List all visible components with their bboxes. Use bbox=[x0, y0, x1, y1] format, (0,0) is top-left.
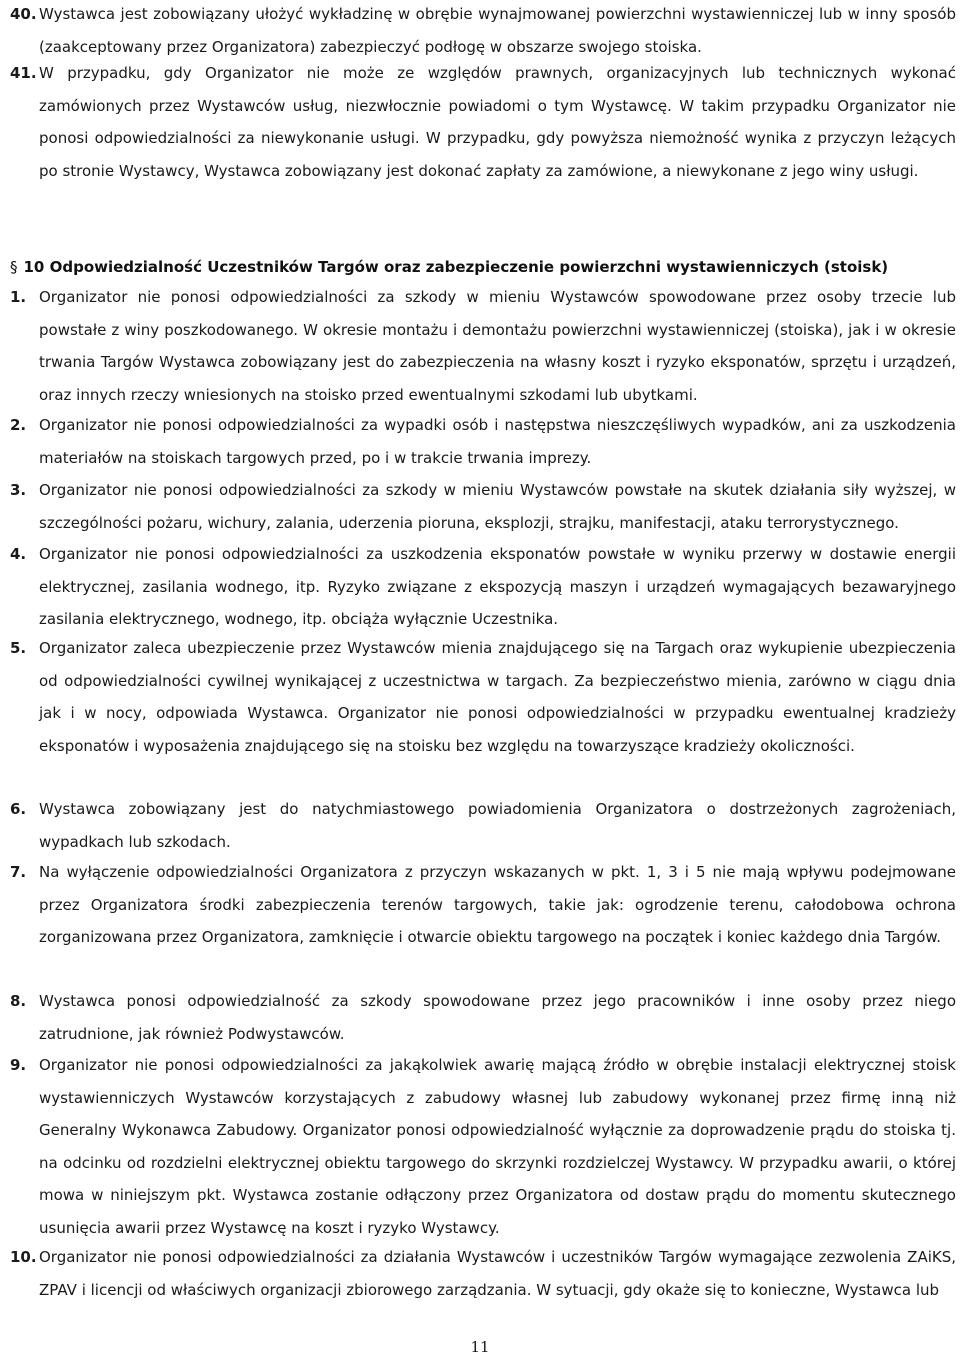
section-title: 10 Odpowiedzialność Uczestników Targów oraz zabezpieczenie powierzchni wystawienniczych (stoisk) bbox=[23, 258, 889, 276]
section-heading bbox=[10, 251, 956, 283]
list-item-2 bbox=[10, 409, 956, 474]
list-item-40 bbox=[10, 0, 956, 63]
section-sign-icon: § bbox=[10, 258, 18, 276]
item-text: W przypadku, gdy Organizator nie może ze względów prawnych, organizacyjnych lub technicznych wykonać zamówionych przez Wystawców usług, niezwłocznie powiadomi o tym Wystawcę. W takim przypadku Organizator nie ponosi odpowiedzialności za niewykonanie usługi. W przypadku, gdy powyższa niemożność wynika z przyczyn leżących po stronie Wystawcy, Wystawca zobowiązany jest dokonać zapłaty za zamówione, a niewykonane z jego winy usługi. bbox=[39, 64, 956, 180]
list-item-3 bbox=[10, 474, 956, 539]
list-item-8 bbox=[10, 985, 956, 1050]
item-number: 9. bbox=[10, 1056, 27, 1074]
item-number: 2. bbox=[10, 416, 27, 434]
list-item-5 bbox=[10, 632, 956, 762]
item-number: 3. bbox=[10, 481, 27, 499]
list-item-4 bbox=[10, 538, 956, 636]
item-text: Organizator nie ponosi odpowiedzialności za szkody w mieniu Wystawców spowodowane przez osoby trzecie lub powstałe z winy poszkodowanego. W okresie montażu i demontażu powierzchni wystawienniczej (stoiska), jak i w okresie trwania Targów Wystawca zobowiązany jest do zabezpieczenia na własny koszt i ryzyko eksponatów, sprzętu i urządzeń, oraz innych rzeczy wniesionych na stoisko przed ewentualnymi szkodami lub ubytkami. bbox=[39, 288, 956, 404]
item-text: Organizator nie ponosi odpowiedzialności za wypadki osób i następstwa nieszczęśliwych wypadków, ani za uszkodzenia materiałów na stoiskach targowych przed, po i w trakcie trwania imprezy. bbox=[39, 416, 956, 467]
item-text: Wystawca jest zobowiązany ułożyć wykładzinę w obrębie wynajmowanej powierzchni wystawienniczej lub w inny sposób (zaakceptowany przez Organizatora) zabezpieczyć podłogę w obszarze swojego stoiska. bbox=[39, 5, 956, 56]
item-number: 6. bbox=[10, 800, 27, 818]
item-number: 5. bbox=[10, 639, 27, 657]
item-text: Organizator zaleca ubezpieczenie przez Wystawców mienia znajdującego się na Targach oraz wykupienie ubezpieczenia od odpowiedzialności cywilnej wynikającej z uczestnictwa w targach. Za bezpieczeństwo mienia, zarówno w ciągu dnia jak i w nocy, odpowiada Wystawca. Organizator nie ponosi odpowiedzialności w przypadku ewentualnej kradzieży eksponatów i wyposażenia znajdującego się na stoisku bez względu na towarzyszące kradzieży okoliczności. bbox=[39, 639, 956, 755]
item-number: 4. bbox=[10, 545, 27, 563]
item-number: 10. bbox=[10, 1248, 37, 1266]
item-number: 7. bbox=[10, 863, 27, 881]
list-item-7 bbox=[10, 856, 956, 954]
list-item-6 bbox=[10, 793, 956, 858]
item-text: Organizator nie ponosi odpowiedzialności za jakąkolwiek awarię mającą źródło w obrębie instalacji elektrycznej stoisk wystawienniczych Wystawców korzystających z zabudowy własnej lub zabudowy wykonanej przez firmę inną niż Generalny Wykonawca Zabudowy. Organizator ponosi odpowiedzialność wyłącznie za doprowadzenie prądu do stoiska tj. na odcinku od rozdzielni elektrycznej obiektu targowego do skrzynki rozdzielczej Wystawcy. W przypadku awarii, o której mowa w niniejszym pkt. Wystawca zostanie odłączony przez Organizatora od dostaw prądu do momentu skutecznego usunięcia awarii przez Wystawcę na koszt i ryzyko Wystawcy. bbox=[39, 1056, 956, 1237]
list-item-1 bbox=[10, 281, 956, 411]
item-text: Wystawca ponosi odpowiedzialność za szkody spowodowane przez jego pracowników i inne osoby przez niego zatrudnione, jak również Podwystawców. bbox=[39, 992, 956, 1043]
list-item-9 bbox=[10, 1049, 956, 1244]
item-text: Organizator nie ponosi odpowiedzialności za szkody w mieniu Wystawców powstałe na skutek działania siły wyższej, w szczególności pożaru, wichury, zalania, uderzenia pioruna, eksplozji, strajku, manifestacji, ataku terrorystycznego. bbox=[39, 481, 956, 532]
item-number: 40. bbox=[10, 5, 37, 23]
page-number: 11 bbox=[470, 1338, 490, 1356]
item-text: Organizator nie ponosi odpowiedzialności za uszkodzenia eksponatów powstałe w wyniku przerwy w dostawie energii elektrycznej, zasilania wodnego, itp. Ryzyko związane z ekspozycją maszyn i urządzeń wymagających bezawaryjnego zasilania elektrycznego, wodnego, itp. obciąża wyłącznie Uczestnika. bbox=[39, 545, 956, 628]
item-number: 41. bbox=[10, 64, 37, 82]
item-text: Organizator nie ponosi odpowiedzialności za działania Wystawców i uczestników Targów wymagające zezwolenia ZAiKS, ZPAV i licencji od właściwych organizacji zbiorowego zarządzania. W sytuacji, gdy okaże się to konieczne, Wystawca lub bbox=[39, 1248, 956, 1299]
list-item-10 bbox=[10, 1241, 956, 1306]
item-text: Na wyłączenie odpowiedzialności Organizatora z przyczyn wskazanych w pkt. 1, 3 i 5 nie mają wpływu podejmowane przez Organizatora środki zabezpieczenia terenów targowych, takie jak: ogrodzenie terenu, całodobowa ochrona zorganizowana przez Organizatora, zamknięcie i otwarcie obiektu targowego na początek i koniec każdego dnia Targów. bbox=[39, 863, 956, 946]
item-text: Wystawca zobowiązany jest do natychmiastowego powiadomienia Organizatora o dostrzeżonych zagrożeniach, wypadkach lub szkodach. bbox=[39, 800, 956, 851]
item-number: 8. bbox=[10, 992, 27, 1010]
item-number: 1. bbox=[10, 288, 27, 306]
list-item-41 bbox=[10, 57, 956, 187]
